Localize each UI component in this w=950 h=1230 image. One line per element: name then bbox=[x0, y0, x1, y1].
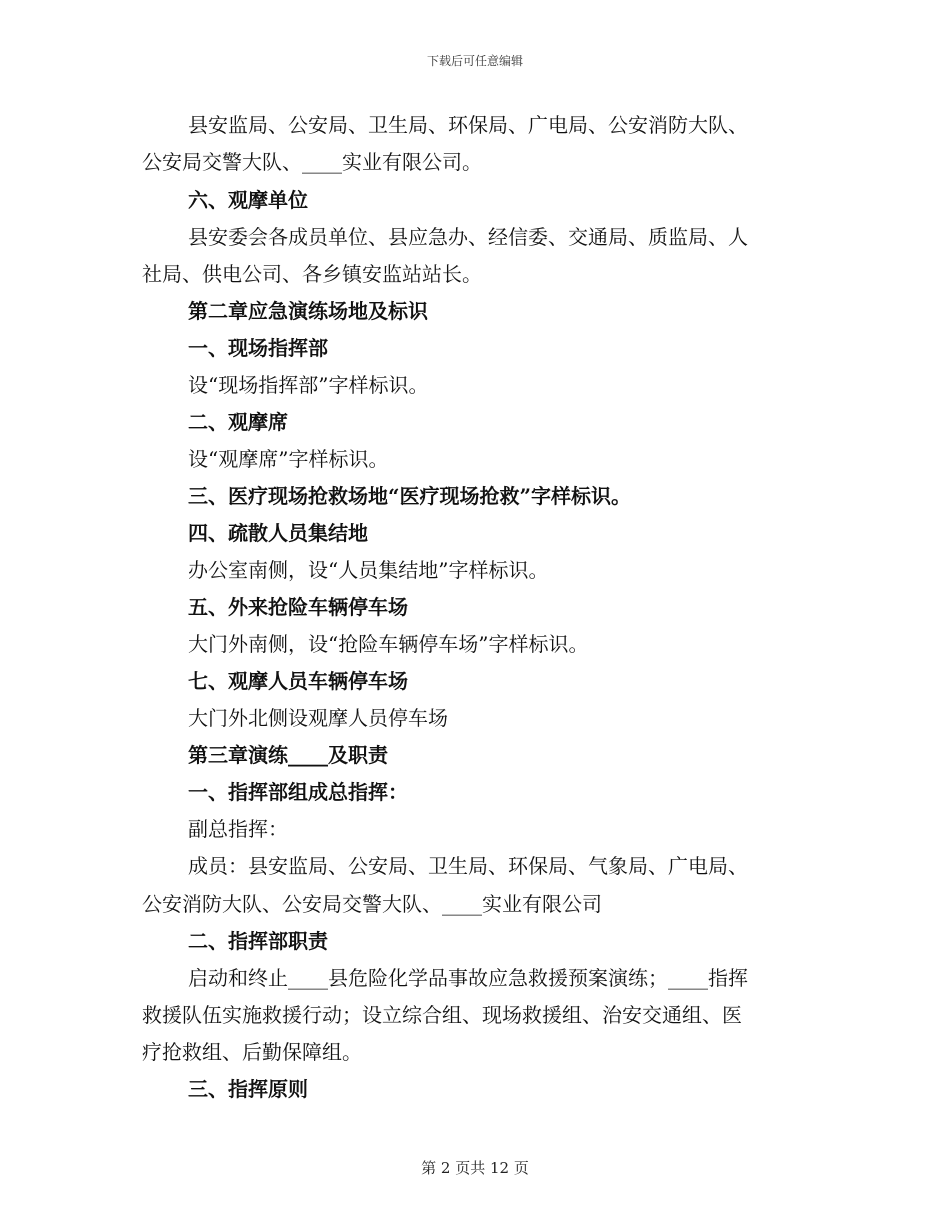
body-line: 县安监局、公安局、卫生局、环保局、广电局、公安消防大队、 bbox=[188, 113, 748, 137]
body-line: 成员：县安监局、公安局、卫生局、环保局、气象局、广电局、 bbox=[188, 854, 748, 878]
body-line: 设“现场指挥部”字样标识。 bbox=[188, 373, 429, 397]
body-line: 公安消防大队、公安局交警大队、____实业有限公司 bbox=[142, 892, 602, 916]
body-line: 启动和终止____县危险化学品事故应急救援预案演练；____指挥 bbox=[188, 966, 748, 990]
body-line: 办公室南侧，设“人员集结地”字样标识。 bbox=[188, 558, 549, 582]
section-heading: 三、指挥原则 bbox=[188, 1077, 308, 1101]
page-footer: 第 2 页共 12 页 bbox=[421, 1159, 529, 1177]
section-heading: 二、观摩席 bbox=[188, 410, 288, 434]
body-line: 救援队伍实施救援行动；设立综合组、现场救援组、治安交通组、医 bbox=[142, 1003, 742, 1027]
section-heading: 四、疏散人员集结地 bbox=[188, 521, 368, 545]
body-line: 副总指挥： bbox=[188, 817, 288, 841]
page-header: 下载后可任意编辑 bbox=[426, 54, 523, 68]
chapter-heading: 第三章演练____及职责 bbox=[188, 743, 388, 767]
body-line: 县安委会各成员单位、县应急办、经信委、交通局、质监局、人 bbox=[188, 225, 748, 249]
section-heading: 五、外来抢险车辆停车场 bbox=[188, 595, 408, 619]
body-line: 公安局交警大队、____实业有限公司。 bbox=[142, 150, 482, 174]
body-line: 设“观摩席”字样标识。 bbox=[188, 447, 389, 471]
body-line: 社局、供电公司、各乡镇安监站站长。 bbox=[142, 262, 482, 286]
section-heading: 三、医疗现场抢救场地“医疗现场抢救”字样标识。 bbox=[188, 484, 632, 508]
body-line: 大门外南侧，设“抢险车辆停车场”字样标识。 bbox=[188, 632, 589, 656]
section-heading: 一、指挥部组成总指挥： bbox=[188, 780, 408, 804]
section-heading: 二、指挥部职责 bbox=[188, 929, 328, 953]
section-heading: 一、现场指挥部 bbox=[188, 336, 328, 360]
section-heading: 七、观摩人员车辆停车场 bbox=[188, 669, 408, 693]
body-line: 疗抢救组、后勤保障组。 bbox=[142, 1040, 362, 1064]
body-line: 大门外北侧设观摩人员停车场 bbox=[188, 706, 448, 730]
section-heading: 六、观摩单位 bbox=[188, 188, 308, 212]
chapter-heading: 第二章应急演练场地及标识 bbox=[188, 299, 428, 323]
